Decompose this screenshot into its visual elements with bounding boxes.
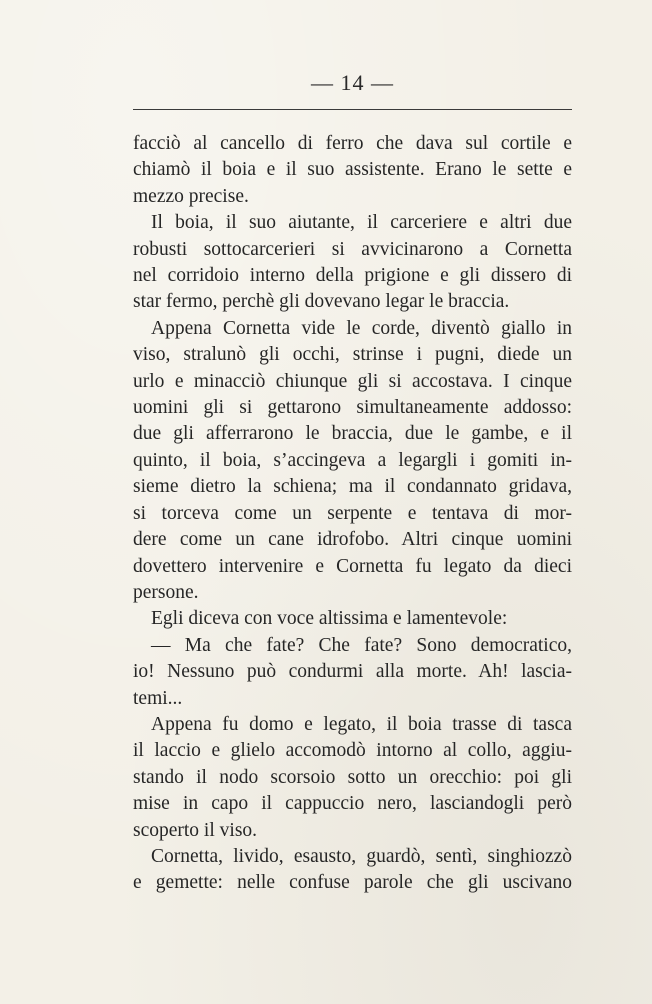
text-line: dovettero intervenire e Cornetta fu legato da dieci bbox=[133, 555, 572, 577]
text-line: persone. bbox=[133, 581, 199, 603]
paragraph bbox=[133, 712, 572, 844]
text-line: mise in capo il cappuccio nero, lasciandogli però bbox=[133, 793, 572, 815]
text-line: Appena Cornetta vide le corde, diventò giallo in bbox=[151, 317, 572, 339]
paragraph bbox=[133, 131, 572, 210]
text-line: viso, stralunò gli occhi, strinse i pugni, diede un bbox=[133, 344, 572, 366]
text-line: stando il nodo scorsoio sotto un orecchio: poi gli bbox=[133, 766, 572, 788]
text-line: uomini gli si gettarono simultaneamente addosso: bbox=[133, 397, 572, 419]
text-line: e gemette: nelle confuse parole che gli uscivano bbox=[133, 872, 572, 894]
text-line: Appena fu domo e legato, il boia trasse di tasca bbox=[151, 713, 572, 735]
paragraph bbox=[133, 316, 572, 606]
text-line: — Ma che fate? Che fate? Sono democratico, bbox=[151, 634, 572, 656]
text-line: io! Nessuno può condurmi alla morte. Ah! lascia- bbox=[133, 661, 572, 683]
text-line: temi... bbox=[133, 687, 183, 709]
text-line: dere come un cane idrofobo. Altri cinque uomini bbox=[133, 529, 572, 551]
text-line: nel corridoio interno della prigione e gli dissero di bbox=[133, 265, 572, 287]
paragraph bbox=[133, 844, 572, 897]
text-line: sieme dietro la schiena; ma il condannato gridava, bbox=[133, 476, 572, 498]
text-line: facciò al cancello di ferro che dava sul cortile e bbox=[133, 133, 572, 154]
text-line: si torceva come un serpente e tentava di mor- bbox=[133, 502, 572, 524]
paragraph bbox=[133, 633, 572, 712]
body-text bbox=[133, 131, 572, 897]
text-line: urlo e minacciò chiunque gli si accostava. I cinque bbox=[133, 370, 572, 392]
paragraph bbox=[133, 210, 572, 316]
text-line: chiamò il boia e il suo assistente. Erano le sette e bbox=[133, 159, 572, 181]
text-line: il laccio e glielo accomodò intorno al collo, aggiu- bbox=[133, 740, 572, 762]
paragraph bbox=[133, 606, 572, 632]
header-rule bbox=[133, 109, 572, 110]
text-line: star fermo, perchè gli dovevano legar le braccia. bbox=[133, 291, 510, 313]
text-line: due gli afferrarono le braccia, due le gambe, e il bbox=[133, 423, 572, 445]
text-line: Il boia, il suo aiutante, il carceriere e altri due bbox=[151, 212, 572, 234]
text-line: mezzo precise. bbox=[133, 185, 249, 207]
text-line: Egli diceva con voce altissima e lamentevole: bbox=[151, 608, 508, 630]
text-line: scoperto il viso. bbox=[133, 819, 258, 841]
text-line: robusti sottocarcerieri si avvicinarono a Cornetta bbox=[133, 238, 572, 260]
text-line: Cornetta, livido, esausto, guardò, sentì, singhiozzò bbox=[151, 845, 572, 867]
text-line: quinto, il boia, s’accingeva a legargli i gomiti in- bbox=[133, 449, 572, 471]
page-number: — 14 — bbox=[311, 70, 394, 95]
